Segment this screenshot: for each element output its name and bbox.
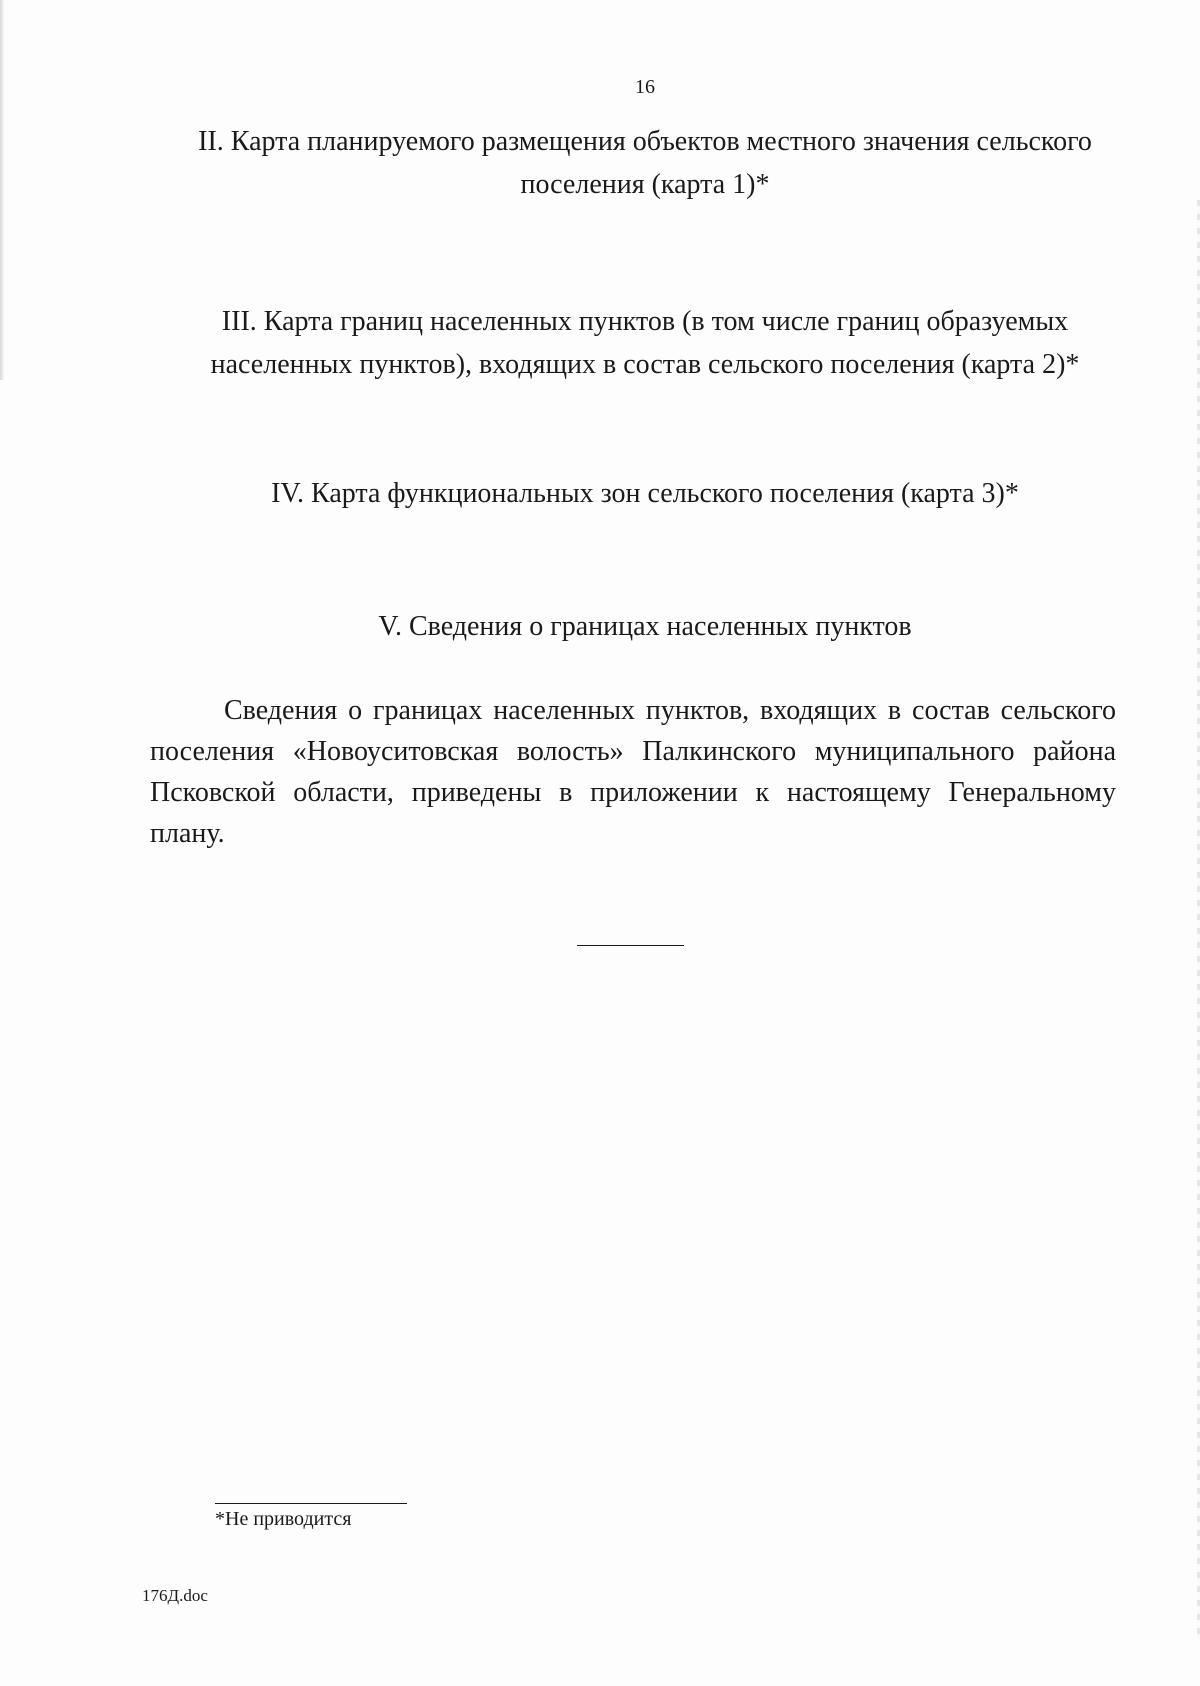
page-number: 16 [635,76,655,98]
scan-edge-left [0,0,4,380]
heading-section-5: V. Сведения о границах населенных пунктов [378,611,912,642]
footnote-text: *Не приводится [215,1508,352,1530]
heading-section-3: III. Карта границ населенных пунктов (в том числе границ образуемых населенных пунктов), входящих в состав сельского поселения (карта 2)* [210,306,1080,380]
body-paragraph: Сведения о границах населенных пунктов, входящих в состав сельского поселения «Новоуситовская волость» Палкинского муниципального района Псковской области, приведены в приложении к настоящему Генеральному плану. [150,695,1116,849]
section-separator [577,945,684,946]
heading-section-2: II. Карта планируемого размещения объектов местного значения сельского поселения (карта 1)* [198,126,1092,200]
footnote-rule [215,1503,407,1504]
file-name-label: 176Д.doc [142,1586,208,1605]
heading-section-4: IV. Карта функциональных зон сельского поселения (карта 3)* [271,478,1019,509]
